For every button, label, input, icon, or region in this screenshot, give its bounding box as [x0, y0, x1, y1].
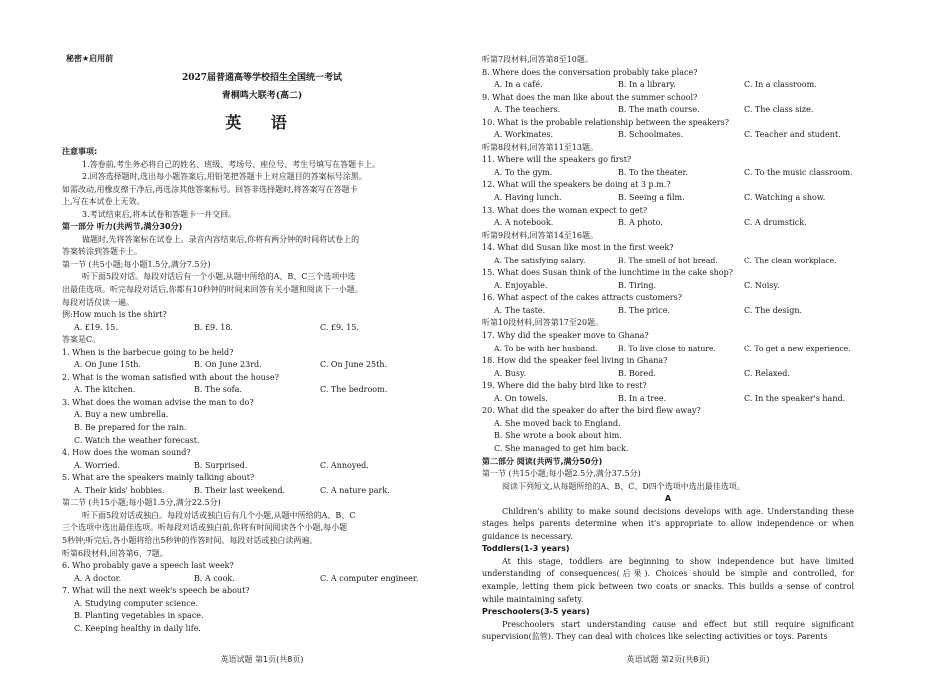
- section1-intro-line: 每段对话仅读一遍。: [62, 297, 134, 307]
- option-c: C. To get a new experience.: [744, 343, 851, 353]
- question-7: 7. What will the next week's speech be about?: [62, 586, 250, 596]
- question-4: 4. How does the woman sound?: [62, 448, 191, 458]
- example-question: 例:How much is the shirt?: [62, 310, 167, 320]
- question-14-options: [482, 255, 854, 268]
- material-9-heading: 听第9段材料,回答第14至16题。: [482, 230, 598, 240]
- page-1-content: [62, 146, 462, 635]
- question-9-options: [482, 104, 854, 117]
- option-a: A. Having lunch.: [494, 193, 562, 203]
- part2-heading: 第二部分 阅读(共两节,满分50分): [482, 456, 603, 466]
- note-line: 如需改动,用橡皮擦干净后,再选涂其他答案标号。回答非选择题时,将答案写在答题卡: [62, 184, 358, 194]
- question-13-options: [482, 217, 854, 230]
- section2-intro-line: 5秒钟;听完后,各小题将给出5秒钟的作答时间。每段对话或独白读两遍。: [62, 535, 318, 545]
- question-10-options: [482, 129, 854, 142]
- option-a: A. Enjoyable.: [494, 280, 548, 290]
- question-18: 18. How did the speaker feel living in Ghana?: [482, 356, 668, 366]
- option-a: A. Studying computer science.: [74, 598, 198, 608]
- option-b: B. To the theater.: [618, 167, 688, 177]
- question-19-options: [482, 393, 854, 406]
- question-1: 1. When is the barbecue going to be held?: [62, 347, 234, 357]
- question-19: 19. Where did the baby bird like to rest?: [482, 381, 647, 391]
- option-c: C. To the music classroom.: [744, 167, 853, 177]
- question-5: 5. What are the speakers mainly talking about?: [62, 473, 255, 483]
- option-b: B. She wrote a book about him.: [494, 431, 622, 441]
- option-a: A. The satisfying salary.: [494, 255, 586, 265]
- question-18-options: [482, 368, 854, 381]
- question-2: 2. What is the woman satisfied with about the house?: [62, 372, 279, 382]
- option-b: B. £9. 18.: [194, 322, 233, 332]
- passage-paragraph: Children's ability to make sound decisions develops with age. Understanding these stages helps parents determine when it's appropriate to allow independence or when guidance is necessary.: [482, 506, 854, 541]
- option-a: A. Their kids' hobbies.: [74, 485, 165, 495]
- option-b: B. The price.: [618, 305, 670, 315]
- option-a: A. She moved back to England.: [494, 418, 621, 428]
- question-17-options: [482, 343, 854, 356]
- section2-heading: 第二节 (共15小题;每小题1.5分,满分22.5分): [62, 498, 221, 508]
- section2-intro-line: 三个选项中选出最佳选项。听每段对话或独白前,你将有时间阅读各个小题,每小题: [62, 523, 348, 533]
- option-a: A. Busy.: [494, 368, 526, 378]
- example-options: [62, 322, 462, 335]
- option-b: B. Bored.: [618, 368, 656, 378]
- question-15: 15. What does Susan think of the lunchtime in the cake shop?: [482, 268, 734, 278]
- exam-title: 2027届普通高等学校招生全国统一考试: [181, 73, 343, 83]
- option-b: B. A cook.: [194, 573, 235, 583]
- passage-label: A: [664, 494, 672, 504]
- question-16: 16. What aspect of the cakes attracts customers?: [482, 293, 683, 303]
- option-c: C. On June 25th.: [320, 360, 388, 370]
- reading-section1-intro: 阅读下列短文,从每题所给的A、B、C、D四个选项中选出最佳选项。: [502, 481, 745, 491]
- option-a: A. To be with her husband.: [494, 343, 598, 353]
- question-12-options: [482, 192, 854, 205]
- question-12: 12. What will the speakers be doing at 3 p.m.?: [482, 180, 671, 190]
- preschoolers-paragraph: Preschoolers start understanding cause and effect but still require significant supervision(监管). They can deal with choices like selecting activities or toys. Parents: [482, 619, 854, 642]
- section1-heading: 第一节 (共5小题;每小题1.5分,满分7.5分): [62, 259, 211, 269]
- question-4-options: [62, 460, 462, 473]
- option-a: A. On June 15th.: [74, 360, 141, 370]
- page-2: [482, 0, 854, 673]
- option-a: A. A doctor.: [74, 573, 122, 583]
- question-3: 3. What does the woman advise the man to do?: [62, 397, 254, 407]
- option-c: C. She managed to get him back.: [494, 443, 629, 453]
- option-c: C. Teacher and student.: [744, 130, 841, 140]
- option-a: A. The taste.: [494, 305, 546, 315]
- option-a: A. Buy a new umbrella.: [74, 410, 169, 420]
- option-a: A. The teachers.: [494, 105, 561, 115]
- option-c: C. A drumstick.: [744, 218, 807, 228]
- note-line: 2.回答选择题时,选出每小题答案后,用铅笔把答题卡上对应题目的答案标号涂黑。: [82, 172, 367, 182]
- option-c: C. Noisy.: [744, 280, 780, 290]
- question-10: 10. What is the probable relationship between the speakers?: [482, 117, 729, 127]
- option-b: B. Schoolmates.: [618, 130, 684, 140]
- question-11: 11. Where will the speakers go first?: [482, 155, 632, 165]
- page-1-footer: 英语试题 第1页(共8页): [220, 655, 304, 664]
- option-a: A. £19. 15.: [74, 322, 118, 332]
- toddlers-heading: Toddlers(1-3 years): [482, 544, 570, 554]
- option-a: A. On towels.: [494, 393, 548, 403]
- note-line: 1.答卷前,考生务必将自己的姓名、班级、考场号、座位号、考生号填写在答题卡上。: [82, 159, 381, 169]
- question-13: 13. What does the woman expect to get?: [482, 205, 648, 215]
- note-line: 3.考试结束后,将本试卷和答题卡一并交回。: [82, 209, 237, 219]
- exam-subtitle: 青桐鸣大联考(高二): [221, 91, 303, 101]
- option-c: C. Watching a show.: [744, 193, 826, 203]
- option-c: C. Relaxed.: [744, 368, 790, 378]
- option-b: B. In a tree.: [618, 393, 667, 403]
- option-c: C. In the speaker's hand.: [744, 393, 846, 403]
- question-17: 17. Why did the speaker move to Ghana?: [482, 331, 649, 341]
- part1-intro-line: 答案转涂到答题卡上。: [62, 247, 142, 257]
- question-6: 6. Who probably gave a speech last week?: [62, 561, 234, 571]
- question-16-options: [482, 305, 854, 318]
- option-b: B. A photo.: [618, 218, 663, 228]
- material-6-heading: 听第6段材料,回答第6、7题。: [62, 548, 168, 558]
- question-20: 20. What did the speaker do after the bird flew away?: [482, 406, 701, 416]
- option-b: B. Planting vegetables in space.: [74, 611, 204, 621]
- option-b: B. The math course.: [618, 105, 700, 115]
- question-11-options: [482, 167, 854, 180]
- question-14: 14. What did Susan like most in the first week?: [482, 243, 674, 253]
- option-b: B. Tiring.: [618, 280, 657, 290]
- option-c: C. The class size.: [744, 105, 814, 115]
- option-b: B. Be prepared for the rain.: [74, 423, 187, 433]
- option-b: B. Surprised.: [194, 460, 248, 470]
- option-b: B. The sofa.: [194, 385, 242, 395]
- page-2-footer: 英语试题 第2页(共8页): [626, 655, 710, 664]
- question-15-options: [482, 280, 854, 293]
- question-1-options: [62, 359, 462, 372]
- option-c: C. The design.: [744, 305, 803, 315]
- reading-section1-heading: 第一节 (共15小题;每小题2.5分,满分37.5分): [482, 469, 641, 479]
- question-2-options: [62, 384, 462, 397]
- option-c: C. £9. 15.: [320, 322, 359, 332]
- confidential-mark: 秘密★启用前: [66, 54, 114, 63]
- option-a: A. To the gym.: [494, 167, 553, 177]
- option-b: B. The smell of hot bread.: [618, 255, 718, 265]
- option-b: B. Their last weekend.: [194, 485, 286, 495]
- page-2-content: [482, 54, 854, 644]
- option-a: A. In a café.: [494, 80, 543, 90]
- question-9: 9. What does the man like about the summer school?: [482, 92, 698, 102]
- option-b: B. Seeing a film.: [618, 193, 685, 203]
- question-8-options: [482, 79, 854, 92]
- section1-intro-line: 出最佳选项。听完每段对话后,你都有10秒钟的时间来回答有关小题和阅读下一小题。: [62, 285, 363, 295]
- notes-heading: 注意事项:: [62, 147, 98, 156]
- material-10-heading: 听第10段材料,回答第17至20题。: [482, 318, 604, 328]
- option-c: C. A nature park.: [320, 485, 390, 495]
- question-5-options: [62, 485, 462, 498]
- option-c: C. The bedroom.: [320, 385, 388, 395]
- option-b: B. In a library.: [618, 80, 676, 90]
- toddlers-paragraph: At this stage, toddlers are beginning to show independence but have limited understanding of consequences(后果). Choices should be simple and controlled, for example, letting them pick between two coats or snacks. This builds a sense of control while maintaining safety.: [482, 556, 854, 604]
- material-7-heading: 听第7段材料,回答第8至10题。: [482, 55, 593, 64]
- option-a: A. Worried.: [74, 460, 120, 470]
- option-c: C. Watch the weather forecast.: [74, 435, 200, 445]
- option-c: C. A computer engineer.: [320, 573, 419, 583]
- option-a: A. A notebook.: [494, 218, 554, 228]
- preschoolers-heading: Preschoolers(3-5 years): [482, 607, 590, 617]
- section2-intro-line: 听下面5段对话或独白。每段对话或独白后有几个小题,从题中所给的A、B、C: [82, 510, 356, 520]
- material-8-heading: 听第8段材料,回答第11至13题。: [482, 142, 598, 152]
- example-answer: 答案是C。: [62, 335, 101, 345]
- question-8: 8. Where does the conversation probably take place?: [482, 67, 698, 77]
- option-c: C. The clean workplace.: [744, 255, 837, 265]
- option-c: C. Annoyed.: [320, 460, 369, 470]
- question-6-options: [62, 573, 462, 586]
- part1-intro-line: 做题时,先将答案标在试卷上。录音内容结束后,你将有两分钟的时间将试卷上的: [82, 234, 360, 244]
- option-b: B. To live close to nature.: [618, 343, 716, 353]
- option-a: A. Workmates.: [494, 130, 553, 140]
- page-1: [62, 0, 462, 673]
- option-b: B. On June 23rd.: [194, 360, 262, 370]
- option-a: A. The kitchen.: [74, 385, 136, 395]
- option-c: C. In a classroom.: [744, 80, 817, 90]
- part1-heading: 第一部分 听力(共两节,满分30分): [62, 222, 183, 232]
- section1-intro-line: 听下面5段对话。每段对话后有一个小题,从题中所给的A、B、C三个选项中选: [82, 272, 356, 282]
- option-c: C. Keeping healthy in daily life.: [74, 623, 201, 633]
- note-line: 上,写在本试卷上无效。: [62, 197, 145, 207]
- subject-title: 英 语: [225, 113, 299, 132]
